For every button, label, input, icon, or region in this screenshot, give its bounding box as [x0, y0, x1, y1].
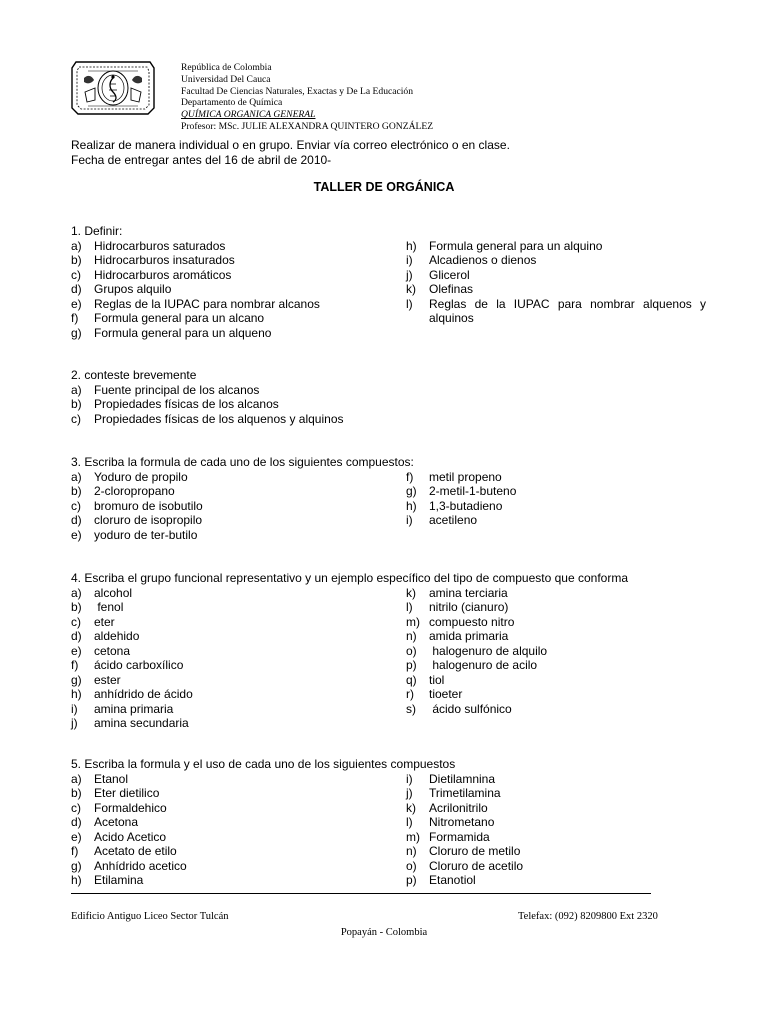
item-text: Acrilonitrilo	[429, 800, 488, 815]
list-item	[71, 499, 391, 514]
instructions	[71, 138, 510, 167]
item-letter: i)	[406, 771, 413, 786]
list-item	[406, 830, 706, 845]
list-item	[71, 239, 391, 254]
item-text: Formaldehico	[94, 800, 167, 815]
item-text: Hidrocarburos saturados	[94, 238, 226, 253]
item-text: Formula general para un alquino	[429, 238, 603, 253]
item-text: Dietilamnina	[429, 771, 496, 786]
list-item	[71, 297, 391, 312]
list-item	[71, 513, 391, 528]
item-letter: m)	[406, 614, 420, 629]
list-item	[406, 873, 706, 888]
item-letter: b)	[71, 253, 82, 267]
item-letter: d)	[71, 815, 82, 829]
item-letter: c)	[71, 498, 81, 513]
item-text: bromuro de isobutilo	[94, 498, 203, 513]
item-letter: j)	[406, 786, 413, 800]
list-item	[71, 716, 391, 731]
item-text: alcohol	[94, 585, 133, 600]
list-item	[406, 673, 706, 688]
list-item	[406, 815, 706, 830]
list-item	[71, 786, 391, 801]
list-item	[71, 586, 391, 601]
footer-phone: Telefax: (092) 8209800 Ext 2320	[518, 911, 658, 922]
list-item	[71, 801, 391, 816]
item-text: Etilamina	[94, 873, 144, 887]
list-item	[406, 859, 706, 874]
item-letter: o)	[406, 643, 417, 658]
item-letter: a)	[71, 469, 82, 484]
list-item	[71, 658, 391, 673]
list-item	[71, 629, 391, 644]
section-heading: 5. Escriba la formula y el uso de cada uno de los siguientes compuestos	[71, 757, 456, 771]
item-text: halogenuro de alquilo	[429, 643, 548, 658]
left-column	[71, 239, 391, 341]
item-text: Nitrometano	[429, 815, 495, 829]
exercise-section	[71, 224, 710, 340]
item-letter: j)	[406, 267, 413, 282]
item-letter: h)	[71, 873, 82, 887]
list-item	[406, 470, 706, 485]
footer-divider	[71, 893, 651, 894]
right-column	[406, 238, 710, 326]
item-letter: b)	[71, 786, 82, 800]
item-letter: a)	[71, 382, 82, 397]
item-text: anhídrido de ácido	[94, 687, 193, 701]
item-text: Eter dietilico	[94, 786, 160, 800]
item-letter: p)	[406, 873, 417, 887]
list-item	[71, 412, 391, 427]
item-text: 2-metil-1-buteno	[429, 484, 517, 498]
list-item	[406, 499, 706, 514]
item-text: ácido carboxílico	[94, 658, 184, 672]
item-text: Reglas de la IUPAC para nombrar alquenos y alquinos	[429, 296, 710, 325]
item-text: Glicerol	[429, 267, 470, 282]
item-letter: a)	[71, 585, 82, 600]
list-item	[406, 702, 706, 717]
item-letter: d)	[71, 282, 82, 296]
list-item	[406, 615, 706, 630]
list-item	[71, 859, 391, 874]
item-text: Fuente principal de los alcanos	[94, 382, 260, 397]
item-letter: c)	[71, 614, 81, 629]
item-text: ester	[94, 672, 121, 687]
list-item	[406, 658, 706, 673]
list-item	[71, 282, 391, 297]
list-item	[71, 326, 391, 341]
list-item	[406, 629, 706, 644]
list-item	[406, 772, 706, 787]
institution-header	[181, 62, 433, 133]
item-text: Hidrocarburos aromáticos	[94, 267, 232, 282]
item-letter: k)	[406, 800, 416, 815]
list-item	[71, 600, 391, 615]
list-item	[406, 282, 706, 297]
list-item	[406, 687, 706, 702]
item-letter: h)	[71, 687, 82, 701]
list-item	[71, 702, 391, 717]
list-item	[71, 268, 391, 283]
item-text: Acetona	[94, 815, 139, 829]
item-letter: s)	[406, 701, 416, 716]
item-text: amina primaria	[94, 701, 174, 716]
item-letter: e)	[71, 829, 82, 844]
item-text: Etanol	[94, 771, 129, 786]
list-item	[406, 600, 706, 615]
item-text: aldehido	[94, 629, 140, 643]
right-column	[406, 470, 706, 528]
item-letter: p)	[406, 658, 417, 672]
item-text: Cloruro de acetilo	[429, 858, 524, 873]
university-seal-logo	[68, 58, 158, 118]
item-text: Formula general para un alcano	[94, 311, 265, 325]
item-text: Yoduro de propilo	[94, 469, 188, 484]
item-text: tiol	[429, 672, 445, 687]
item-text: acetileno	[429, 513, 478, 527]
item-text: 1,3-butadieno	[429, 498, 503, 513]
header-line: Departamento de Química	[181, 97, 283, 109]
list-item	[71, 397, 391, 412]
item-text: Reglas de la IUPAC para nombrar alcanos	[94, 296, 320, 311]
item-letter: b)	[71, 397, 82, 411]
item-letter: c)	[71, 267, 81, 282]
footer-city: Popayán - Colombia	[340, 927, 428, 938]
section-heading: 3. Escriba la formula de cada uno de los siguientes compuestos:	[71, 455, 414, 469]
header-line: Universidad Del Cauca	[181, 73, 271, 85]
item-letter: i)	[71, 701, 78, 716]
list-item	[71, 484, 391, 499]
item-letter: f)	[71, 658, 79, 672]
item-letter: g)	[71, 325, 82, 340]
header-line: Facultad De Ciencias Naturales, Exactas y De La Educación	[181, 85, 414, 97]
item-letter: n)	[406, 844, 417, 858]
list-item	[406, 239, 706, 254]
list-item	[406, 844, 706, 859]
right-column	[406, 586, 706, 717]
list-item	[406, 253, 706, 268]
item-letter: b)	[71, 484, 82, 498]
list-item	[71, 528, 391, 543]
exercise-section	[71, 571, 701, 731]
item-letter: r)	[406, 687, 414, 701]
list-item	[71, 673, 391, 688]
item-text: fenol	[94, 600, 124, 614]
list-item	[406, 268, 706, 283]
item-text: ácido sulfónico	[429, 701, 512, 716]
item-text: Cloruro de metilo	[429, 844, 521, 858]
left-column	[71, 772, 391, 888]
list-item	[71, 311, 391, 326]
section-heading: 1. Definir:	[71, 224, 123, 238]
course-name: QUÍMICA ORGANICA GENERAL	[181, 109, 316, 121]
item-text: Acetato de etilo	[94, 844, 177, 858]
item-text: Anhídrido acetico	[94, 858, 187, 873]
item-text: Hidrocarburos insaturados	[94, 253, 235, 267]
item-text: amina terciaria	[429, 585, 508, 600]
item-letter: n)	[406, 629, 417, 643]
item-letter: l)	[406, 296, 413, 311]
item-text: Formamida	[429, 829, 490, 844]
left-column	[71, 586, 391, 731]
item-text: Formula general para un alqueno	[94, 325, 272, 340]
list-item	[71, 844, 391, 859]
item-letter: e)	[71, 643, 82, 658]
item-letter: g)	[71, 672, 82, 687]
list-item	[71, 687, 391, 702]
list-item	[71, 772, 391, 787]
exercise-section	[71, 368, 701, 426]
item-text: Alcadienos o dienos	[429, 253, 537, 267]
list-item	[406, 586, 706, 601]
list-item	[71, 644, 391, 659]
header-line: República de Colombia	[181, 62, 272, 73]
item-letter: a)	[71, 771, 82, 786]
item-letter: k)	[406, 282, 416, 296]
item-text: Propiedades físicas de los alquenos y alquinos	[94, 411, 344, 426]
list-item	[406, 513, 706, 528]
item-text: cetona	[94, 643, 131, 658]
item-text: nitrilo (cianuro)	[429, 600, 509, 614]
page-title: TALLER DE ORGÁNICA	[313, 180, 455, 194]
item-letter: h)	[406, 238, 417, 253]
item-letter: g)	[71, 858, 82, 873]
item-text: Acido Acetico	[94, 829, 167, 844]
item-text: cloruro de isopropilo	[94, 513, 203, 527]
list-item	[406, 786, 706, 801]
left-column	[71, 383, 391, 427]
item-letter: d)	[71, 629, 82, 643]
right-column	[406, 772, 706, 888]
item-text: metil propeno	[429, 469, 502, 484]
footer-address: Edificio Antiguo Liceo Sector Tulcán	[71, 911, 229, 922]
list-item	[71, 830, 391, 845]
list-item	[71, 383, 391, 398]
item-text: yoduro de ter-butilo	[94, 527, 198, 542]
item-text: amina secundaria	[94, 716, 189, 730]
item-letter: j)	[71, 716, 78, 730]
section-heading: 2. conteste brevemente	[71, 368, 197, 382]
item-letter: b)	[71, 600, 82, 614]
exercise-section	[71, 455, 701, 542]
due-date-line: Fecha de entregar antes del 16 de abril de 2010-	[71, 152, 332, 167]
item-letter: i)	[406, 513, 413, 527]
item-letter: c)	[71, 800, 81, 815]
item-text: Etanotiol	[429, 873, 476, 887]
item-letter: a)	[71, 238, 82, 253]
item-letter: c)	[71, 411, 81, 426]
item-letter: e)	[71, 296, 82, 311]
item-text: Grupos alquilo	[94, 282, 172, 296]
item-text: tioeter	[429, 687, 463, 701]
item-letter: h)	[406, 498, 417, 513]
section-heading: 4. Escriba el grupo funcional representativo y un ejemplo específico del tipo de compuesto que conforma	[71, 571, 628, 585]
item-letter: i)	[406, 253, 413, 267]
item-letter: f)	[406, 469, 414, 484]
list-item	[71, 815, 391, 830]
item-letter: f)	[71, 844, 79, 858]
list-item	[71, 470, 391, 485]
item-text: 2-cloropropano	[94, 484, 175, 498]
item-text: compuesto nitro	[429, 614, 515, 629]
list-item	[71, 615, 391, 630]
list-item	[406, 484, 706, 499]
item-text: Propiedades físicas de los alcanos	[94, 397, 279, 411]
list-item	[406, 801, 706, 816]
list-item	[406, 644, 706, 659]
list-item	[71, 253, 391, 268]
item-letter: m)	[406, 829, 420, 844]
item-letter: e)	[71, 527, 82, 542]
exercise-section	[71, 757, 701, 888]
item-text: eter	[94, 614, 115, 629]
left-column	[71, 470, 391, 543]
instructions-line: Realizar de manera individual o en grupo. Enviar vía correo electrónico o en clase.	[71, 138, 510, 152]
item-text: Olefinas	[429, 282, 474, 296]
item-letter: g)	[406, 484, 417, 498]
item-letter: l)	[406, 815, 413, 829]
item-text: Trimetilamina	[429, 786, 501, 800]
item-letter: k)	[406, 585, 416, 600]
list-item	[71, 873, 391, 888]
item-text: halogenuro de acilo	[429, 658, 538, 672]
item-letter: o)	[406, 858, 417, 873]
item-letter: q)	[406, 672, 417, 687]
item-letter: l)	[406, 600, 413, 614]
item-letter: f)	[71, 311, 79, 325]
item-text: amida primaria	[429, 629, 509, 643]
item-letter: d)	[71, 513, 82, 527]
professor-name: Profesor: MSc. JULIE ALEXANDRA QUINTERO GONZÁLEZ	[181, 120, 434, 132]
list-item	[406, 296, 710, 326]
